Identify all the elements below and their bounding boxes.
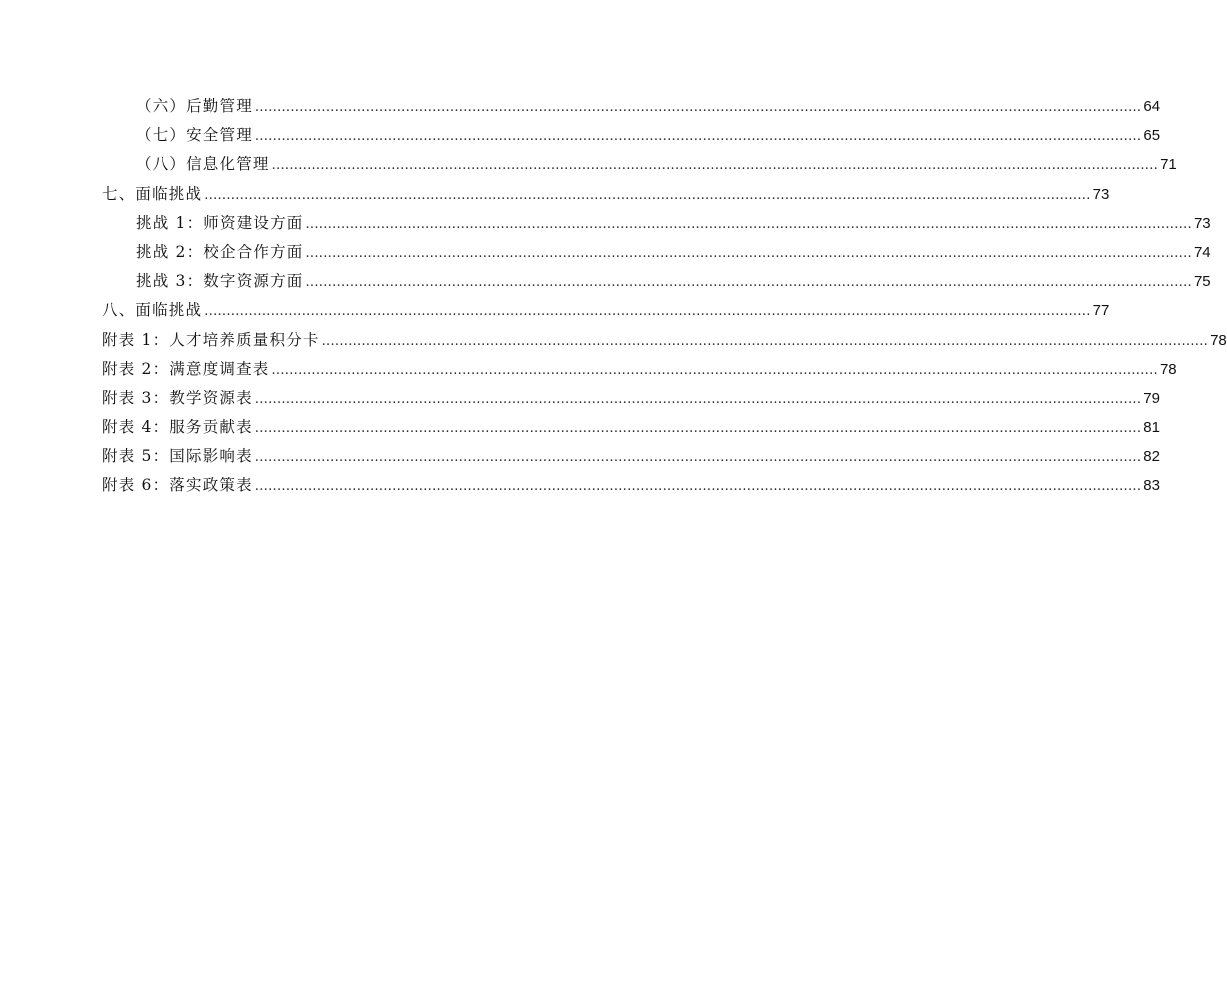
toc-entry-label: 挑战 2：校企合作方面 xyxy=(136,242,304,261)
toc-entry-label: 附表 3：教学资源表 xyxy=(102,388,253,407)
toc-entry[interactable] xyxy=(102,442,1160,471)
toc-entry[interactable] xyxy=(102,326,1227,355)
toc-entry[interactable] xyxy=(102,238,1211,267)
toc-entry-label: 附表 1：人才培养质量积分卡 xyxy=(102,330,320,349)
toc-entry-page: 73 xyxy=(1193,214,1211,232)
toc-entry[interactable] xyxy=(102,471,1160,500)
toc-entry-label: 附表 6：落实政策表 xyxy=(102,476,253,495)
toc-entry-label: （六）后勤管理 xyxy=(136,97,253,115)
toc-entry[interactable] xyxy=(102,296,1110,325)
toc-entry-page: 75 xyxy=(1193,273,1211,291)
toc-leader-dots: ........................................................................................................................................................................................................ xyxy=(321,333,1209,349)
toc-leader-dots: ........................................................................................................................................................................................................ xyxy=(204,304,1091,320)
toc-entry[interactable] xyxy=(102,180,1110,209)
toc-entry-page: 82 xyxy=(1143,448,1160,466)
toc-leader-dots: ........................................................................................................................................................................................................ xyxy=(254,421,1142,437)
toc-entry-page: 79 xyxy=(1143,389,1160,407)
toc-entry-label: （八）信息化管理 xyxy=(136,155,270,174)
toc-leader-dots: ........................................................................................................................................................................................................ xyxy=(305,275,1192,291)
toc-leader-dots: ........................................................................................................................................................................................................ xyxy=(254,100,1142,115)
toc-entry-page: 78 xyxy=(1159,360,1177,378)
toc-entry-label: 附表 2：满意度调查表 xyxy=(102,359,270,378)
toc-entry[interactable] xyxy=(102,413,1160,442)
toc-entry-page: 71 xyxy=(1160,156,1177,174)
toc-entry-label: 七、面临挑战 xyxy=(102,184,203,203)
toc-leader-dots: ........................................................................................................................................................................................................ xyxy=(271,158,1159,174)
table-of-contents xyxy=(102,92,1227,501)
toc-leader-dots: ........................................................................................................................................................................................................ xyxy=(305,245,1192,261)
toc-leader-dots: ........................................................................................................................................................................................................ xyxy=(254,129,1142,145)
toc-entry-page: 74 xyxy=(1193,243,1211,261)
toc-entry-label: 挑战 3：数字资源方面 xyxy=(136,272,304,291)
toc-entry[interactable] xyxy=(102,209,1211,238)
toc-entry-page: 65 xyxy=(1143,127,1161,145)
toc-entry[interactable] xyxy=(102,150,1177,179)
toc-entry[interactable] xyxy=(102,384,1160,413)
toc-entry[interactable] xyxy=(102,92,1161,121)
toc-leader-dots: ........................................................................................................................................................................................................ xyxy=(305,216,1192,232)
toc-entry-label: 八、面临挑战 xyxy=(102,301,203,320)
toc-leader-dots: ........................................................................................................................................................................................................ xyxy=(204,187,1091,203)
toc-entry[interactable] xyxy=(102,267,1211,296)
toc-entry-label: 附表 4：服务贡献表 xyxy=(102,418,253,437)
toc-entry-label: （七）安全管理 xyxy=(136,126,253,145)
toc-entry-page: 81 xyxy=(1143,419,1160,437)
toc-entry-label: 挑战 1：师资建设方面 xyxy=(136,213,304,232)
toc-entry[interactable] xyxy=(102,355,1177,384)
toc-leader-dots: ........................................................................................................................................................................................................ xyxy=(254,479,1142,495)
toc-entry-page: 73 xyxy=(1092,185,1110,203)
toc-entry-page: 83 xyxy=(1143,477,1160,495)
toc-entry-page: 78 xyxy=(1210,331,1227,349)
toc-entry-label: 附表 5：国际影响表 xyxy=(102,447,253,466)
toc-leader-dots: ........................................................................................................................................................................................................ xyxy=(254,450,1142,466)
toc-entry[interactable] xyxy=(102,121,1161,150)
toc-leader-dots: ........................................................................................................................................................................................................ xyxy=(254,391,1142,407)
toc-entry-page: 64 xyxy=(1143,98,1161,115)
toc-entry-page: 77 xyxy=(1092,302,1110,320)
toc-leader-dots: ........................................................................................................................................................................................................ xyxy=(271,362,1158,378)
